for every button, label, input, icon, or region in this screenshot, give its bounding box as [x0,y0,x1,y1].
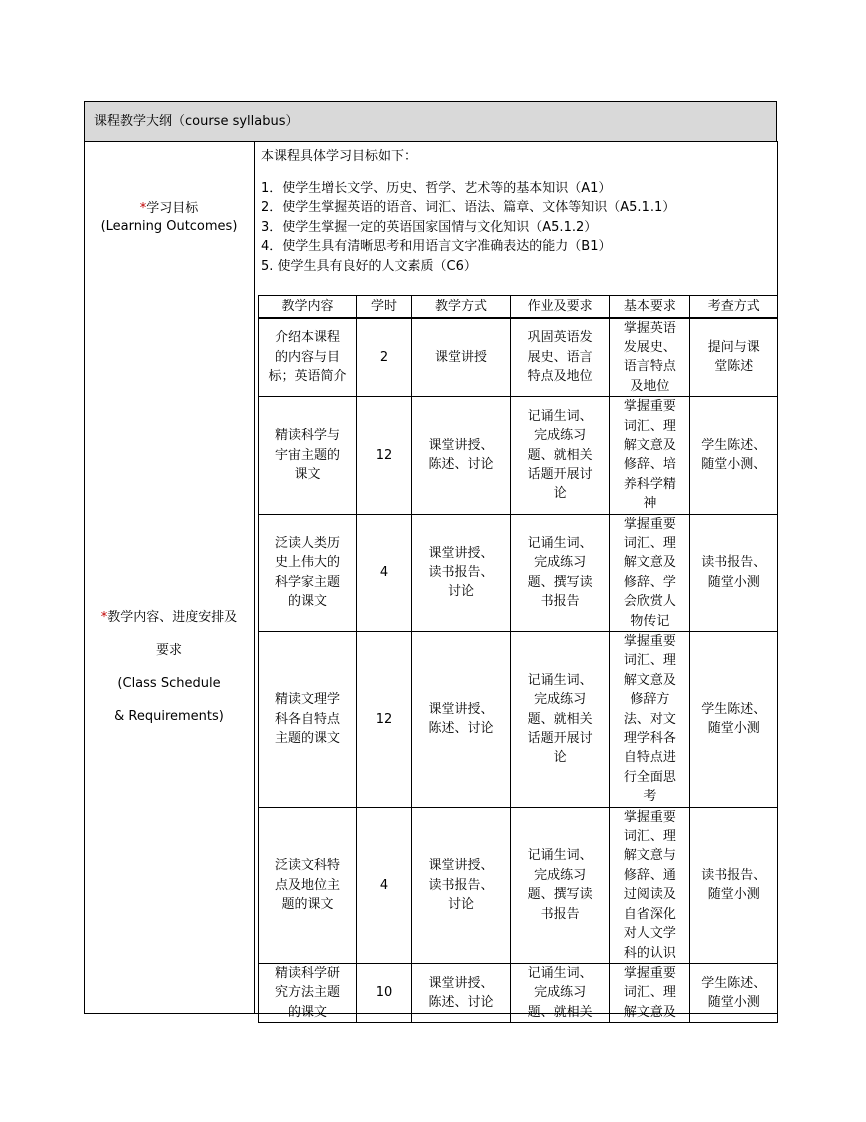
table-cell: 课堂讲授、 陈述、讨论 [411,632,510,808]
table-cell: 介绍本课程 的内容与目 标；英语简介 [259,318,357,397]
table-cell: 记诵生词、 完成练习 题、就相关 话题开展讨 论 [511,632,610,808]
table-cell: 提问与课 堂陈述 [690,318,778,397]
learning-outcomes-content [261,147,675,276]
header-bottom-border [84,141,778,142]
section-header: 课程教学大纲（course syllabus） [84,101,777,141]
column-divider [254,141,255,1014]
table-cell: 记诵生词、 完成练习 题、撰写读 书报告 [511,514,610,631]
table-cell: 泛读人类历 史上伟大的 科学家主题 的课文 [259,514,357,631]
class-schedule-label-cn-2: 要求 [155,643,182,658]
table-cell: 10 [357,963,412,1022]
objective-item: 3．使学生掌握一定的英语国家国情与文化知识（A5.1.2） [261,219,598,235]
table-cell: 泛读文科特 点及地位主 题的课文 [259,807,357,963]
objectives-intro: 本课程具体学习目标如下： [261,149,418,164]
table-cell: 2 [357,318,412,397]
table-cell: 精读科学研 究方法主题 的课文 [259,963,357,1022]
table-cell: 记诵生词、 完成练习 题、就相关 话题开展讨 论 [511,397,610,514]
table-cell: 精读科学与 宇宙主题的 课文 [259,397,357,514]
column-header: 作业及要求 [511,296,610,318]
table-cell: 课堂讲授、 读书报告、 讨论 [411,514,510,631]
table-cell: 掌握重要 词汇、理 解文意及 修辞、学 会欣赏人 物传记 [610,514,690,631]
table-cell: 精读文理学 科各自特点 主题的课文 [259,632,357,808]
table-cell: 读书报告、 随堂小测 [690,807,778,963]
table-cell: 读书报告、 随堂小测 [690,514,778,631]
table-row [259,397,778,514]
table-cell: 学生陈述、 随堂小测、 [690,397,778,514]
table-cell: 掌握重要 词汇、理 解文意与 修辞、通 过阅读及 自省深化 对人文学 科的认识 [610,807,690,963]
table-row [259,632,778,808]
learning-outcomes-label-cn: 学习目标 [146,201,199,216]
table-cell: 记诵生词、 完成练习 题、就相关 [511,963,610,1022]
learning-outcomes-label [84,200,254,236]
table-cell: 12 [357,632,412,808]
table-cell: 12 [357,397,412,514]
table-cell: 掌握重要 词汇、理 解文意及 修辞、培 养科学精 神 [610,397,690,514]
table-cell: 掌握重要 词汇、理 解文意及 修辞方 法、对文 理学科各 自特点进 行全面思 考 [610,632,690,808]
column-header: 基本要求 [610,296,690,318]
table-row [259,963,778,1022]
table-cell: 4 [357,514,412,631]
left-border [84,141,85,1014]
syllabus-frame [84,101,779,1020]
table-cell: 4 [357,807,412,963]
table-cell: 课堂讲授、 陈述、讨论 [411,397,510,514]
class-schedule-label-cn-1: 教学内容、进度安排及 [107,610,238,625]
table-cell: 课堂讲授、 读书报告、 讨论 [411,807,510,963]
table-row [259,807,778,963]
table-row [259,318,778,397]
table-cell: 掌握英语 发展史、 语言特点 及地位 [610,318,690,397]
table-cell: 掌握重要 词汇、理 解文意及 [610,963,690,1022]
table-cell: 课堂讲授 [411,318,510,397]
class-schedule-label-en-1: (Class Schedule [117,676,221,691]
table-header-row [259,296,778,318]
column-header: 学时 [357,296,412,318]
table-cell: 学生陈述、 随堂小测 [690,963,778,1022]
table-cell: 巩固英语发 展史、语言 特点及地位 [511,318,610,397]
table-cell: 记诵生词、 完成练习 题、撰写读 书报告 [511,807,610,963]
schedule-table [258,295,778,1023]
required-star: * [100,610,108,625]
required-star: * [139,201,147,216]
column-header: 考查方式 [690,296,778,318]
objective-item: 4．使学生具有清晰思考和用语言文字准确表达的能力（B1） [261,239,612,254]
learning-outcomes-label-en: (Learning Outcomes) [100,219,238,234]
objective-item: 2．使学生掌握英语的语音、词汇、语法、篇章、文体等知识（A5.1.1） [261,200,676,215]
table-cell: 课堂讲授、 陈述、讨论 [411,963,510,1022]
objective-item: 1．使学生增长文学、历史、哲学、艺术等的基本知识（A1） [261,180,612,196]
table-row [259,514,778,631]
column-header: 教学方式 [411,296,510,318]
column-header: 教学内容 [259,296,357,318]
table-cell: 学生陈述、 随堂小测 [690,632,778,808]
class-schedule-label-en-2: & Requirements) [114,709,224,724]
class-schedule-label [84,601,254,733]
objective-item: 5. 使学生具有良好的人文素质（C6） [261,258,477,274]
